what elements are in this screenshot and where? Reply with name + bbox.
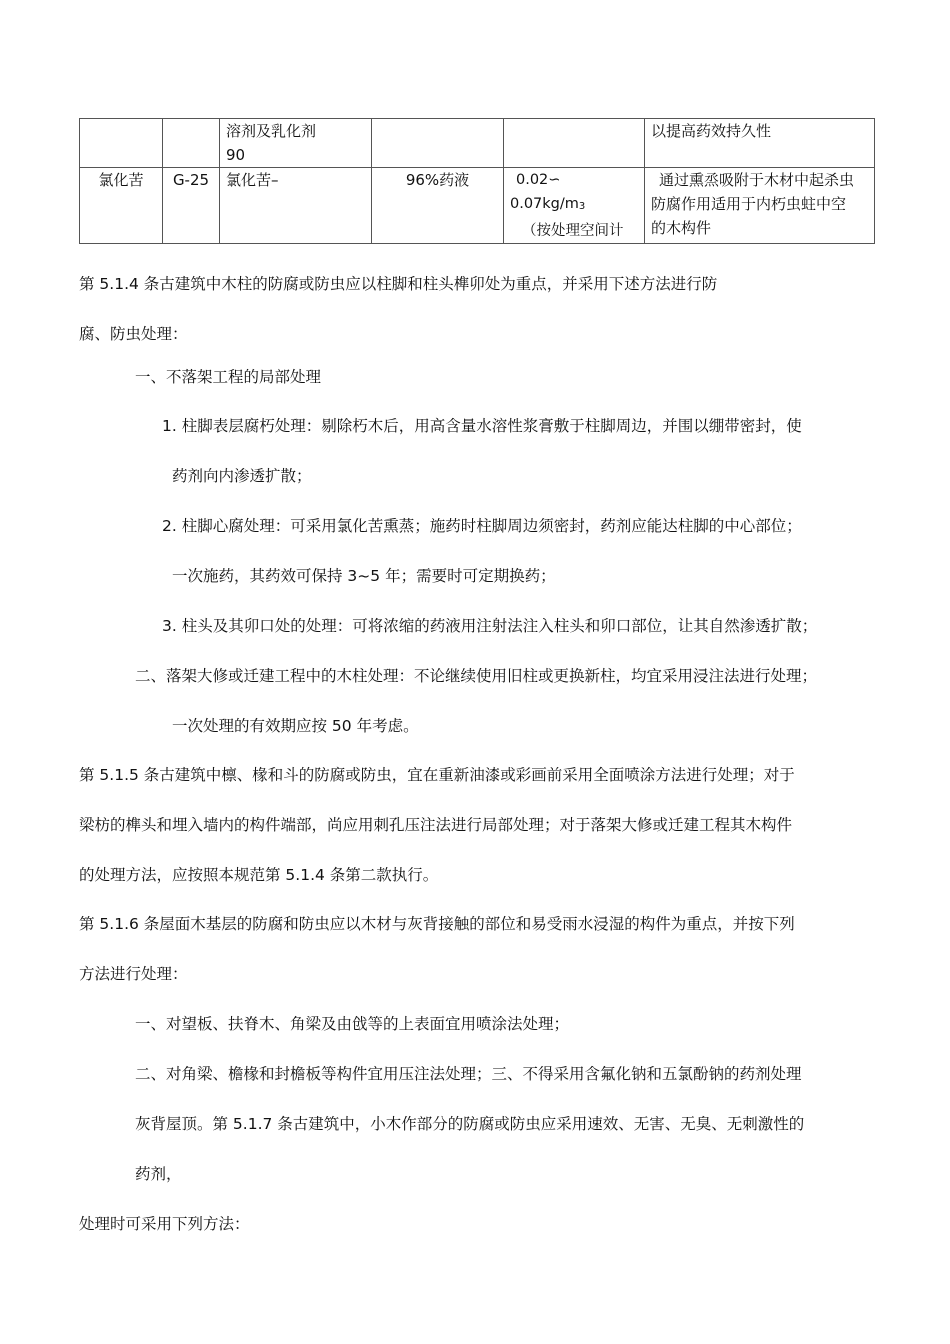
table-cell [504, 119, 645, 168]
table-cell: 0.02∽ 0.07kg/m3 （按处理空间计 [504, 168, 645, 244]
table-row [80, 119, 875, 168]
list-item: 3. 柱头及其卯口处的处理：可将浓缩的药液用注射法注入柱头和卯口部位，让其自然渗透扩散； [162, 617, 818, 635]
paragraph-line: 的处理方法，应按照本规范第 5.1.4 条第二款执行。 [79, 866, 439, 884]
paragraph-line: 药剂向内渗透扩散； [172, 467, 312, 485]
table-row [80, 168, 875, 244]
paragraph-line: 第 5.1.5 条古建筑中檩、椽和斗的防腐或防虫，宜在重新油漆或彩画前采用全面喷涂方法进行处理；对于 [79, 766, 795, 784]
table-cell: 氯化苦– [220, 168, 372, 244]
paragraph-line: 第 5.1.6 条屋面木基层的防腐和防虫应以木材与灰背接触的部位和易受雨水浸湿的构件为重点，并按下列 [79, 915, 795, 933]
table-cell [163, 119, 220, 168]
table-cell: 氯化苦 [80, 168, 163, 244]
section-heading: 二、落架大修或迁建工程中的木柱处理：不论继续使用旧柱或更换新柱，均宜采用浸注法进行处理； [135, 667, 818, 685]
table-cell: G-25 [163, 168, 220, 244]
paragraph-line: 腐、防虫处理： [79, 325, 188, 343]
paragraph-line: 第 5.1.4 条古建筑中木柱的防腐或防虫应以柱脚和柱头榫卯处为重点，并采用下述方法进行防 [79, 275, 718, 293]
list-item: 二、对角梁、檐椽和封檐板等构件宜用压注法处理；三、不得采用含氟化钠和五氯酚钠的药剂处理 [135, 1065, 802, 1083]
paragraph-line: 梁枋的榫头和埋入墙内的构件端部，尚应用刺孔压注法进行局部处理；对于落架大修或迁建工程其木构件 [79, 816, 793, 834]
table-cell: 96%药液 [372, 168, 504, 244]
paragraph-line: 一次处理的有效期应按 50 年考虑。 [172, 717, 419, 735]
table-cell: 溶剂及乳化剂 90 [220, 119, 372, 168]
section-heading: 一、不落架工程的局部处理 [135, 368, 322, 386]
paragraph-line: 处理时可采用下列方法： [79, 1215, 250, 1233]
table-cell [80, 119, 163, 168]
list-item: 一、对望板、扶脊木、角梁及由戗等的上表面宜用喷涂法处理； [135, 1015, 570, 1033]
paragraph-line: 灰背屋顶。第 5.1.7 条古建筑中，小木作部分的防腐或防虫应采用速效、无害、无臭、无刺激性的 [135, 1115, 805, 1133]
table-cell: 以提高药效持久性 [645, 119, 875, 168]
paragraph-line: 一次施药，其药效可保持 3~5 年；需要时可定期换药； [172, 567, 556, 585]
preservative-table [79, 118, 875, 244]
paragraph-line: 药剂， [135, 1165, 182, 1183]
list-item: 1. 柱脚表层腐朽处理：剔除朽木后，用高含量水溶性浆膏敷于柱脚周边，并围以绷带密封，使 [162, 417, 802, 435]
table-cell [372, 119, 504, 168]
table-cell: 通过熏烝吸附于木材中起杀虫 防腐作用适用于内朽虫蛀中空 的木构件 [645, 168, 875, 244]
list-item: 2. 柱脚心腐处理：可采用氯化苦熏蒸；施药时柱脚周边须密封，药剂应能达柱脚的中心部位； [162, 517, 802, 535]
paragraph-line: 方法进行处理： [79, 965, 188, 983]
